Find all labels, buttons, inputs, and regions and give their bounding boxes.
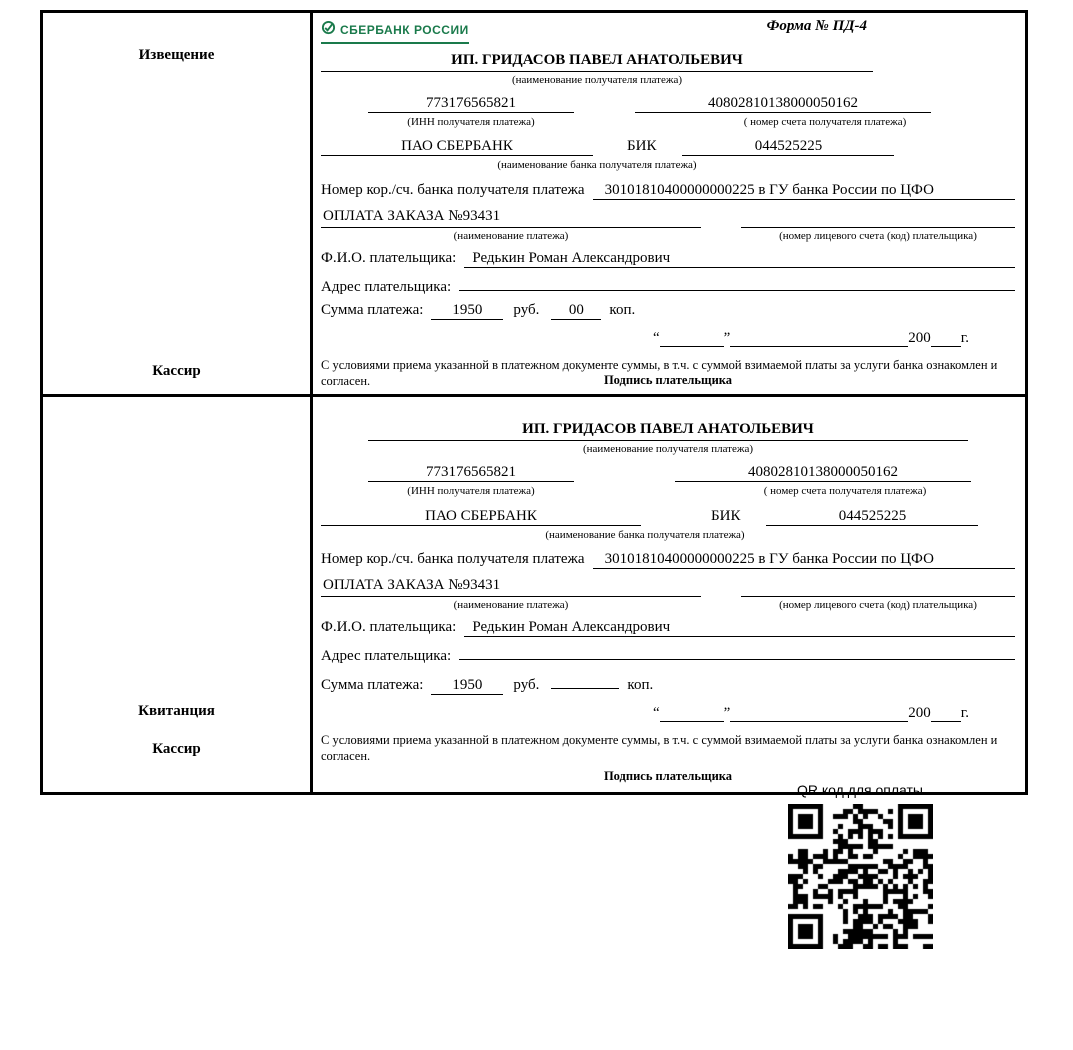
amount-kop-value [551, 671, 619, 689]
bank-caption: (наименование банка получателя платежа) [545, 528, 745, 541]
bik-value: 044525225 [682, 138, 894, 156]
form-header [321, 16, 1015, 50]
payer-row [321, 250, 1015, 268]
amount-rub-value: 1950 [431, 302, 503, 320]
notice-label: Извещение [138, 47, 215, 63]
payment-form-pd4 [40, 10, 1028, 795]
purpose-caption: (наименование платежа) [453, 598, 569, 611]
date-year-blank [931, 705, 961, 722]
personal-account-caption: (номер лицевого счета (код) плательщика) [779, 598, 977, 611]
rub-label: руб. [513, 677, 540, 693]
date-year-suffix: г. [960, 329, 969, 346]
account-caption: ( номер счета получателя платежа) [763, 485, 927, 498]
date-year-blank [931, 330, 961, 347]
corr-account-label: Номер кор./сч. банка получателя платежа [321, 181, 585, 198]
account-value: 40802810138000050162 [675, 464, 971, 482]
payer-address-label: Адрес плательщика: [321, 278, 452, 295]
agreement-text: С условиями приема указанной в платежном документе суммы, в т.ч. с суммой взимаемой платы за услуги банка ознакомлен и согласен. [321, 733, 998, 764]
account-caption: ( номер счета получателя платежа) [743, 116, 907, 129]
inn-account-captions [321, 116, 1015, 129]
date-row [321, 330, 1015, 347]
payer-address-value [459, 273, 1015, 291]
bik-value: 044525225 [766, 508, 978, 526]
personal-account-blank [741, 577, 1015, 597]
notice-content [313, 13, 1025, 394]
amount-kop-value: 00 [551, 302, 601, 320]
address-row [321, 642, 1015, 665]
inn-account-captions [321, 485, 1015, 498]
bank-row [321, 508, 1015, 526]
date-year: 200 [908, 705, 931, 721]
corr-account-value: 30101810400000000225 в ГУ банка России по ЦФО [593, 182, 1015, 200]
amount-row [321, 671, 1015, 695]
qr-block [780, 782, 940, 949]
corr-account-label: Номер кор./сч. банка получателя платежа [321, 550, 585, 567]
payer-row [321, 619, 1015, 637]
receipt-content [313, 397, 1025, 792]
notice-left-column [43, 13, 313, 394]
recipient-name: ИП. ГРИДАСОВ ПАВЕЛ АНАТОЛЬЕВИЧ [368, 421, 968, 441]
inn-value: 773176565821 [368, 95, 574, 113]
receipt-left-column [43, 397, 313, 792]
purpose-caption: (наименование платежа) [453, 229, 569, 242]
inn-value: 773176565821 [368, 464, 574, 482]
payer-name-label: Ф.И.О. плательщика: [321, 249, 457, 266]
qr-code-image [788, 804, 933, 949]
amount-row [321, 302, 1015, 320]
receipt-section [43, 394, 1025, 792]
date-quote-close: ” [723, 705, 731, 721]
kop-label: коп. [609, 301, 636, 318]
inn-caption: (ИНН получателя платежа) [407, 485, 535, 498]
recipient-name: ИП. ГРИДАСОВ ПАВЕЛ АНАТОЛЬЕВИЧ [321, 52, 873, 72]
account-value: 40802810138000050162 [635, 95, 931, 113]
date-quote-close: ” [723, 329, 731, 346]
bik-label: БИК [711, 507, 741, 524]
payer-name-label: Ф.И.О. плательщика: [321, 619, 457, 635]
bank-name-value: ПАО СБЕРБАНК [321, 138, 593, 156]
payment-purpose-value: ОПЛАТА ЗАКАЗА №93431 [321, 577, 701, 597]
date-year: 200 [908, 329, 931, 346]
purpose-captions [321, 599, 1015, 612]
bik-label: БИК [627, 138, 657, 155]
corr-account-row [321, 551, 1015, 569]
personal-account-blank [741, 208, 1015, 228]
date-day-blank [660, 330, 724, 347]
corr-account-row [321, 182, 1015, 200]
sberbank-logo [321, 20, 469, 44]
sberbank-logo-icon [321, 20, 336, 40]
amount-label: Сумма платежа: [321, 677, 424, 693]
bank-caption: (наименование банка получателя платежа) [497, 159, 697, 172]
form-number: Форма № ПД-4 [766, 18, 867, 34]
amount-rub-value: 1950 [431, 677, 503, 695]
kop-label: коп. [627, 677, 654, 693]
payer-address-value [459, 642, 1015, 660]
payer-name-value: Редькин Роман Александрович [464, 619, 1015, 637]
amount-label: Сумма платежа: [321, 301, 424, 318]
recipient-caption: (наименование получателя платежа) [582, 443, 754, 456]
recipient-caption: (наименование получателя платежа) [511, 74, 683, 86]
sberbank-logo-text: СБЕРБАНК РОССИИ [340, 23, 469, 37]
personal-account-caption: (номер лицевого счета (код) плательщика) [779, 229, 977, 242]
date-year-suffix: г. [960, 705, 969, 721]
date-month-blank [730, 330, 908, 347]
bank-row [321, 138, 1015, 156]
date-day-blank [660, 705, 724, 722]
date-row [321, 705, 1015, 722]
qr-label: QR код для оплаты [796, 782, 923, 798]
rub-label: руб. [513, 301, 540, 318]
purpose-captions [321, 230, 1015, 243]
purpose-row [321, 208, 1015, 228]
purpose-row [321, 577, 1015, 597]
address-row [321, 273, 1015, 296]
inn-account-row [321, 464, 1015, 482]
notice-section [43, 13, 1025, 394]
cashier-label: Кассир [152, 741, 201, 758]
signature-label: Подпись плательщика [603, 768, 733, 783]
date-quote-open: “ [652, 329, 660, 346]
corr-account-value: 30101810400000000225 в ГУ банка России по ЦФО [593, 551, 1015, 569]
payment-purpose-value: ОПЛАТА ЗАКАЗА №93431 [321, 208, 701, 228]
agreement-text: С условиями приема указанной в платежном документе суммы, в т.ч. с суммой взимаемой платы за услуги банка ознакомлен и согласен. [321, 357, 998, 388]
cashier-label: Кассир [152, 363, 201, 380]
receipt-label: Квитанция [138, 703, 215, 720]
signature-label: Подпись плательщика [603, 373, 733, 388]
payer-address-label: Адрес плательщика: [321, 648, 452, 664]
inn-account-row [321, 95, 1015, 113]
date-quote-open: “ [652, 705, 660, 721]
payer-name-value: Редькин Роман Александрович [464, 250, 1015, 268]
date-month-blank [730, 705, 908, 722]
inn-caption: (ИНН получателя платежа) [407, 116, 535, 129]
bank-name-value: ПАО СБЕРБАНК [321, 508, 641, 526]
